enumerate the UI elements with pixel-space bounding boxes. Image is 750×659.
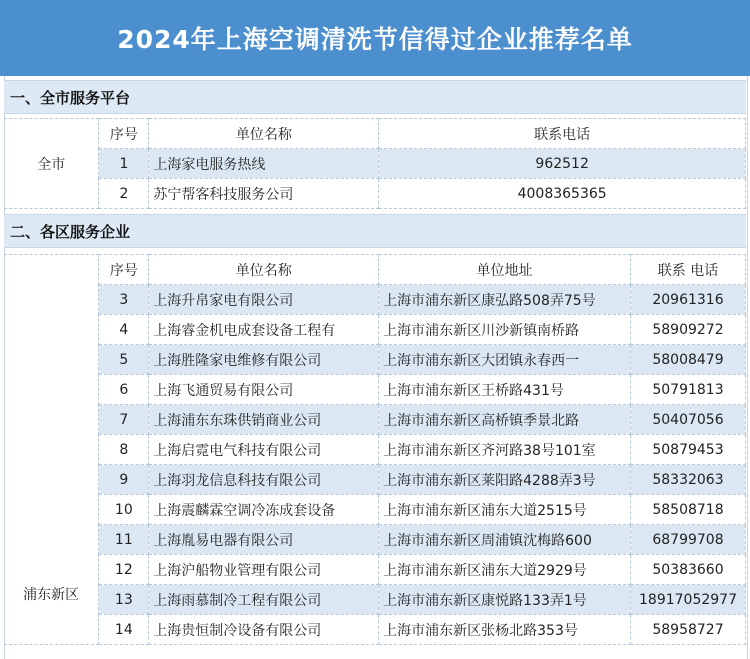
row-name: 上海家电服务热线: [149, 149, 379, 179]
citywide-table: [4, 118, 746, 209]
row-name: 上海胜隆家电维修有限公司: [149, 345, 379, 375]
row-phone: 58332063: [630, 465, 745, 495]
row-address: 上海市浦东新区王桥路431号: [379, 375, 631, 405]
row-no: 3: [99, 285, 149, 315]
row-phone: 58958727: [630, 615, 745, 645]
table-row: [4, 495, 746, 525]
table-row: [4, 179, 746, 209]
header-phone: 联系电话: [379, 119, 746, 149]
row-phone: 962512: [379, 149, 746, 179]
row-address: 上海市浦东新区浦东大道2515号: [379, 495, 631, 525]
table-row: [4, 315, 746, 345]
row-name: 苏宁帮客科技服务公司: [149, 179, 379, 209]
table-row: [4, 405, 746, 435]
row-no: 1: [99, 149, 149, 179]
row-phone: 4008365365: [379, 179, 746, 209]
table-row: [4, 435, 746, 465]
row-address: 上海市浦东新区川沙新镇南桥路: [379, 315, 631, 345]
header-address: 单位地址: [379, 255, 631, 285]
row-phone: 50791813: [630, 375, 745, 405]
header-name: 单位名称: [149, 119, 379, 149]
row-phone: 50407056: [630, 405, 745, 435]
table-row: [4, 345, 746, 375]
row-no: 8: [99, 435, 149, 465]
table-row: [4, 585, 746, 615]
row-name: 上海飞通贸易有限公司: [149, 375, 379, 405]
header-phone: 联系 电话: [630, 255, 745, 285]
row-address: 上海市浦东新区周浦镇沈梅路600: [379, 525, 631, 555]
row-address: 上海市浦东新区康弘路508弄75号: [379, 285, 631, 315]
row-name: 上海羽龙信息科技有限公司: [149, 465, 379, 495]
row-no: 6: [99, 375, 149, 405]
row-name: 上海浦东东珠供销商业公司: [149, 405, 379, 435]
region-cell-citywide: 全市: [4, 119, 99, 209]
row-phone: 50383660: [630, 555, 745, 585]
row-phone: 58008479: [630, 345, 745, 375]
table-row: [4, 555, 746, 585]
row-no: 4: [99, 315, 149, 345]
row-no: 2: [99, 179, 149, 209]
row-address: 上海市浦东新区浦东大道2929号: [379, 555, 631, 585]
table-row: [4, 525, 746, 555]
row-phone: 20961316: [630, 285, 745, 315]
table-row: [4, 465, 746, 495]
row-no: 10: [99, 495, 149, 525]
row-name: 上海升帛家电有限公司: [149, 285, 379, 315]
row-address: 上海市浦东新区康悦路133弄1号: [379, 585, 631, 615]
row-name: 上海胤易电器有限公司: [149, 525, 379, 555]
row-phone: 58909272: [630, 315, 745, 345]
row-address: 上海市浦东新区莱阳路4288弄3号: [379, 465, 631, 495]
row-no: 11: [99, 525, 149, 555]
row-no: 12: [99, 555, 149, 585]
header-name: 单位名称: [149, 255, 379, 285]
row-phone: 68799708: [630, 525, 745, 555]
row-address: 上海市浦东新区张杨北路353号: [379, 615, 631, 645]
page-title: 2024年上海空调清洗节信得过企业推荐名单: [0, 0, 750, 76]
row-address: 上海市浦东新区齐河路38号101室: [379, 435, 631, 465]
table-row: [4, 285, 746, 315]
header-no: 序号: [99, 255, 149, 285]
row-no: 9: [99, 465, 149, 495]
row-no: 14: [99, 615, 149, 645]
row-address: 上海市浦东新区高桥镇季景北路: [379, 405, 631, 435]
row-name: 上海震麟霖空调冷冻成套设备: [149, 495, 379, 525]
row-name: 上海启霓电气科技有限公司: [149, 435, 379, 465]
row-address: 上海市浦东新区大团镇永春西一: [379, 345, 631, 375]
row-name: 上海雨慕制冷工程有限公司: [149, 585, 379, 615]
table-row: [4, 615, 746, 645]
row-phone: 58508718: [630, 495, 745, 525]
header-no: 序号: [99, 119, 149, 149]
row-no: 5: [99, 345, 149, 375]
row-name: 上海沪船物业管理有限公司: [149, 555, 379, 585]
section-heading-citywide: 一、全市服务平台: [4, 80, 746, 114]
region-cell-pudong: 浦东新区: [4, 255, 99, 645]
row-no: 7: [99, 405, 149, 435]
row-no: 13: [99, 585, 149, 615]
district-table: [4, 254, 746, 645]
row-name: 上海贵恒制冷设备有限公司: [149, 615, 379, 645]
row-phone: 50879453: [630, 435, 745, 465]
table-row: [4, 375, 746, 405]
row-phone: 18917052977: [630, 585, 745, 615]
table-row: [4, 149, 746, 179]
row-name: 上海睿金机电成套设备工程有: [149, 315, 379, 345]
section-heading-districts: 二、各区服务企业: [4, 214, 746, 248]
